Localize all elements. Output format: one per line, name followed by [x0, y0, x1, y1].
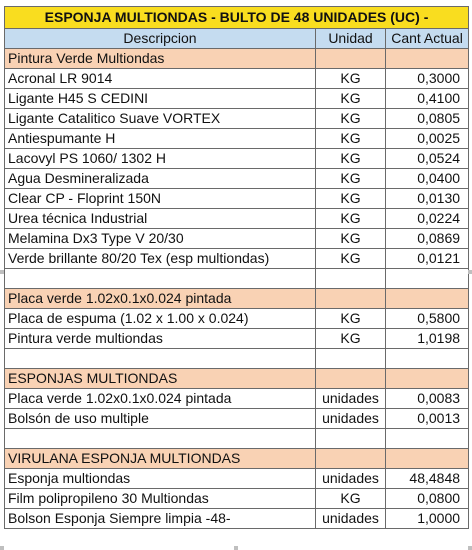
blank-row [5, 269, 469, 289]
sheet-title[interactable]: ESPONJA MULTIONDAS - BULTO DE 48 UNIDADES (UC) - [5, 7, 469, 29]
section-title[interactable]: Pintura Verde Multiondas [5, 49, 316, 69]
spreadsheet [4, 6, 468, 529]
table-row [5, 489, 469, 509]
table-row [5, 329, 469, 349]
resize-handle-right[interactable] [468, 270, 472, 274]
empty-cell[interactable] [316, 429, 386, 449]
header-unit[interactable]: Unidad [316, 29, 386, 49]
item-amount[interactable]: 0,0805 [386, 109, 469, 129]
table-row [5, 89, 469, 109]
item-unit[interactable]: KG [316, 329, 386, 349]
item-amount[interactable]: 0,0224 [386, 209, 469, 229]
section-unit-cell[interactable] [316, 289, 386, 309]
section-row [5, 449, 469, 469]
item-amount[interactable]: 0,0800 [386, 489, 469, 509]
empty-cell[interactable] [5, 349, 316, 369]
empty-cell[interactable] [316, 349, 386, 369]
header-amount[interactable]: Cant Actual [386, 29, 469, 49]
item-description[interactable]: Pintura verde multiondas [5, 329, 316, 349]
item-amount[interactable]: 0,0025 [386, 129, 469, 149]
item-amount[interactable]: 1,0198 [386, 329, 469, 349]
item-description[interactable]: Bolsón de uso multiple [5, 409, 316, 429]
section-amount-cell[interactable] [386, 289, 469, 309]
table-row [5, 109, 469, 129]
item-amount[interactable]: 0,0400 [386, 169, 469, 189]
table-row [5, 249, 469, 269]
item-description[interactable]: Ligante H45 S CEDINI [5, 89, 316, 109]
table-row [5, 189, 469, 209]
table-row [5, 469, 469, 489]
empty-cell[interactable] [386, 429, 469, 449]
table-row [5, 169, 469, 189]
item-unit[interactable]: unidades [316, 469, 386, 489]
item-unit[interactable]: KG [316, 89, 386, 109]
resize-handle-bottom[interactable] [234, 546, 238, 550]
item-description[interactable]: Verde brillante 80/20 Tex (esp multiondas) [5, 249, 316, 269]
resize-handle-left[interactable] [0, 270, 4, 274]
item-amount[interactable]: 0,0869 [386, 229, 469, 249]
item-amount[interactable]: 48,4848 [386, 469, 469, 489]
section-amount-cell[interactable] [386, 369, 469, 389]
item-unit[interactable]: KG [316, 229, 386, 249]
table-row [5, 129, 469, 149]
table-row [5, 149, 469, 169]
table-row [5, 509, 469, 529]
item-amount[interactable]: 0,4100 [386, 89, 469, 109]
table-row [5, 209, 469, 229]
item-description[interactable]: Antiespumante H [5, 129, 316, 149]
item-unit[interactable]: unidades [316, 389, 386, 409]
table-row [5, 409, 469, 429]
header-row [5, 29, 469, 49]
item-amount[interactable]: 0,5800 [386, 309, 469, 329]
item-amount[interactable]: 1,0000 [386, 509, 469, 529]
table-row [5, 389, 469, 409]
empty-cell[interactable] [5, 269, 316, 289]
header-description[interactable]: Descripcion [5, 29, 316, 49]
section-row [5, 49, 469, 69]
section-title[interactable]: Placa verde 1.02x0.1x0.024 pintada [5, 289, 316, 309]
item-amount[interactable]: 0,3000 [386, 69, 469, 89]
empty-cell[interactable] [386, 269, 469, 289]
item-amount[interactable]: 0,0130 [386, 189, 469, 209]
item-description[interactable]: Melamina Dx3 Type V 20/30 [5, 229, 316, 249]
section-unit-cell[interactable] [316, 369, 386, 389]
item-description[interactable]: Placa de espuma (1.02 x 1.00 x 0.024) [5, 309, 316, 329]
section-amount-cell[interactable] [386, 49, 469, 69]
resize-handle-bottom-left[interactable] [0, 546, 4, 550]
section-unit-cell[interactable] [316, 449, 386, 469]
item-unit[interactable]: KG [316, 169, 386, 189]
section-title[interactable]: ESPONJAS MULTIONDAS [5, 369, 316, 389]
item-amount[interactable]: 0,0121 [386, 249, 469, 269]
item-description[interactable]: Film polipropileno 30 Multiondas [5, 489, 316, 509]
item-description[interactable]: Clear CP - Floprint 150N [5, 189, 316, 209]
item-unit[interactable]: unidades [316, 509, 386, 529]
item-amount[interactable]: 0,0524 [386, 149, 469, 169]
item-unit[interactable]: KG [316, 309, 386, 329]
cost-table [4, 6, 469, 529]
item-unit[interactable]: KG [316, 489, 386, 509]
item-unit[interactable]: KG [316, 129, 386, 149]
empty-cell[interactable] [316, 269, 386, 289]
item-unit[interactable]: KG [316, 249, 386, 269]
section-title[interactable]: VIRULANA ESPONJA MULTIONDAS [5, 449, 316, 469]
item-description[interactable]: Acronal LR 9014 [5, 69, 316, 89]
table-row [5, 229, 469, 249]
blank-row [5, 429, 469, 449]
item-unit[interactable]: unidades [316, 409, 386, 429]
item-description[interactable]: Bolson Esponja Siempre limpia -48- [5, 509, 316, 529]
item-description[interactable]: Esponja multiondas [5, 469, 316, 489]
item-description[interactable]: Ligante Catalitico Suave VORTEX [5, 109, 316, 129]
section-amount-cell[interactable] [386, 449, 469, 469]
section-row [5, 369, 469, 389]
title-row [5, 7, 469, 29]
empty-cell[interactable] [386, 349, 469, 369]
item-unit[interactable]: KG [316, 109, 386, 129]
item-description[interactable]: Placa verde 1.02x0.1x0.024 pintada [5, 389, 316, 409]
empty-cell[interactable] [5, 429, 316, 449]
item-description[interactable]: Agua Desmineralizada [5, 169, 316, 189]
table-row [5, 309, 469, 329]
item-unit[interactable]: KG [316, 69, 386, 89]
item-amount[interactable]: 0,0083 [386, 389, 469, 409]
item-unit[interactable]: KG [316, 209, 386, 229]
blank-row [5, 349, 469, 369]
resize-handle-bottom-right[interactable] [468, 546, 472, 550]
item-unit[interactable]: KG [316, 149, 386, 169]
item-amount[interactable]: 0,0013 [386, 409, 469, 429]
item-description[interactable]: Lacovyl PS 1060/ 1302 H [5, 149, 316, 169]
section-row [5, 289, 469, 309]
section-unit-cell[interactable] [316, 49, 386, 69]
table-row [5, 69, 469, 89]
item-description[interactable]: Urea técnica Industrial [5, 209, 316, 229]
item-unit[interactable]: KG [316, 189, 386, 209]
